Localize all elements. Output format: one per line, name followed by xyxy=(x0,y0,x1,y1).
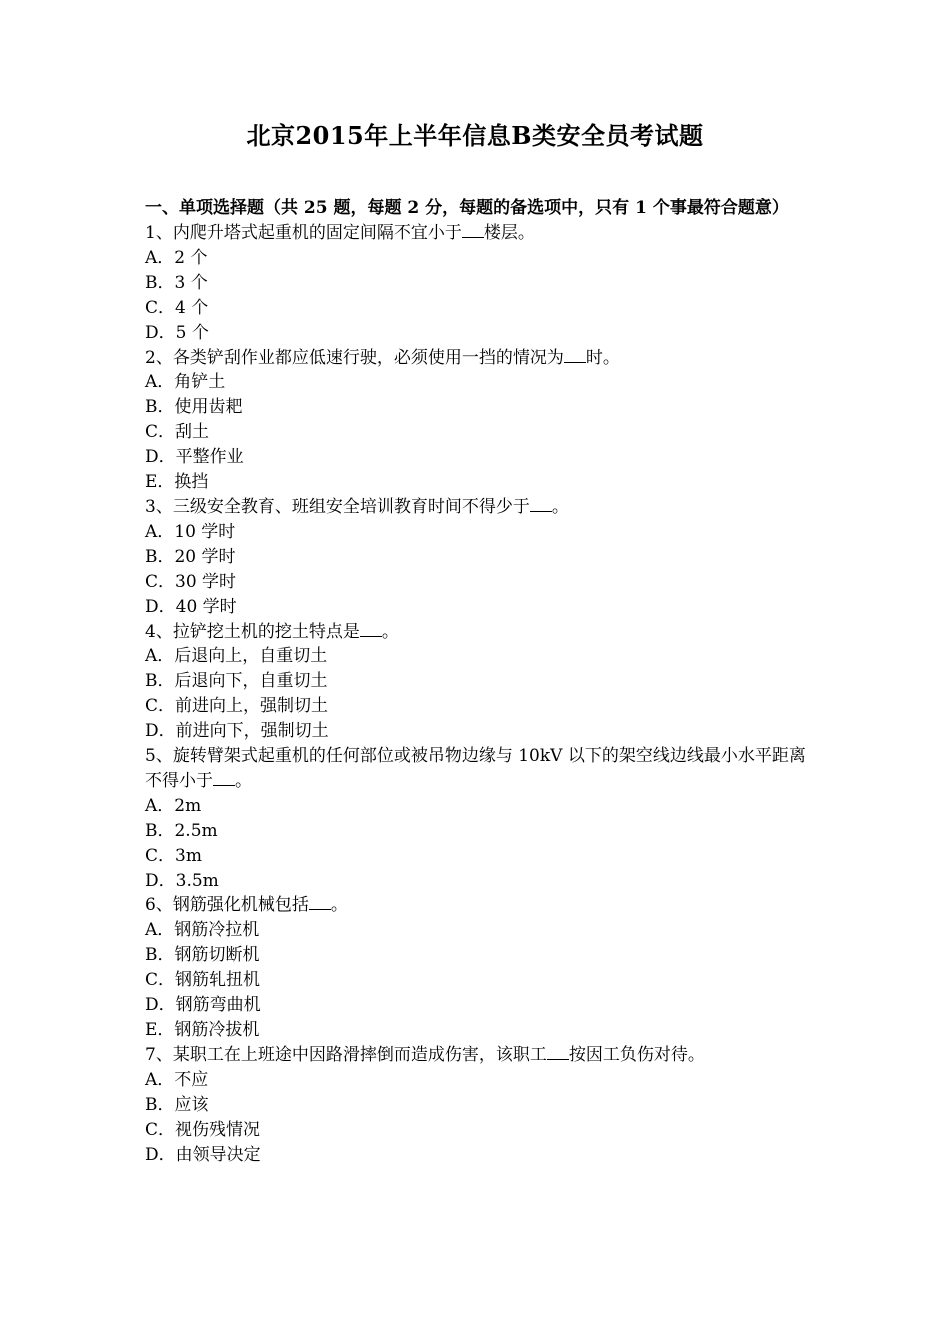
question-stem-text: 2、各类铲刮作业都应低速行驶，必须使用一挡的情况为 xyxy=(145,347,564,368)
answer-option: A．不应 xyxy=(145,1069,209,1090)
answer-option: B．3 个 xyxy=(145,272,208,293)
answer-option: C．前进向上，强制切土 xyxy=(145,696,329,717)
document-title: 北京2015年上半年信息B类安全员考试题 xyxy=(246,121,704,150)
answer-option: B．20 学时 xyxy=(145,546,236,567)
question-stem-text: 按因工负伤对待。 xyxy=(568,1044,705,1065)
question-stem-text: 6、钢筋强化机械包括 xyxy=(145,895,309,916)
question-stem-text: 时。 xyxy=(585,347,620,368)
question-item xyxy=(145,346,810,495)
question-stem-text: 。 xyxy=(551,496,569,517)
question-stem-text: 7、某职工在上班途中因路滑摔倒而造成伤害，该职工 xyxy=(145,1044,547,1065)
question-stem xyxy=(145,495,810,520)
answer-option: A．2m xyxy=(145,795,202,816)
answer-blank xyxy=(530,497,552,512)
answer-option: C．视伤残情况 xyxy=(145,1119,261,1140)
answer-option: A．角铲土 xyxy=(145,372,226,393)
answer-option: D．3.5m xyxy=(145,870,219,891)
answer-option: E．钢筋冷拔机 xyxy=(145,1020,260,1040)
question-stem xyxy=(145,893,810,918)
question-item xyxy=(145,893,810,1042)
question-stem xyxy=(145,620,810,645)
answer-option: A．钢筋冷拉机 xyxy=(145,920,260,941)
answer-blank xyxy=(360,622,382,637)
answer-option: C．钢筋轧扭机 xyxy=(145,970,261,991)
question-item xyxy=(145,620,810,745)
question-item xyxy=(145,495,810,620)
answer-blank xyxy=(213,771,235,786)
answer-option: C．4 个 xyxy=(145,297,209,318)
answer-option: A．后退向上，自重切土 xyxy=(145,646,328,667)
question-stem xyxy=(145,221,810,246)
question-stem-text: 1、内爬升塔式起重机的固定间隔不宜小于 xyxy=(145,223,462,243)
answer-option: C．3m xyxy=(145,845,202,866)
answer-option: B．应该 xyxy=(145,1094,209,1115)
question-item xyxy=(145,744,810,893)
answer-blank xyxy=(309,895,331,910)
answer-blank xyxy=(564,348,586,363)
question-stem-text: 5、旋转臂架式起重机的任何部位或被吊物边缘与 10kV 以下的架空线边线最小水平距离不得小于 xyxy=(145,746,806,791)
answer-blank xyxy=(547,1045,569,1060)
question-stem-text: 。 xyxy=(330,895,348,916)
answer-option: B．钢筋切断机 xyxy=(145,945,260,966)
question-stem-text: 楼层。 xyxy=(483,223,535,243)
questions-container xyxy=(145,221,810,1167)
question-stem-text: 。 xyxy=(381,621,399,642)
answer-option: D．钢筋弯曲机 xyxy=(145,995,261,1016)
question-item xyxy=(145,221,810,346)
question-stem xyxy=(145,1043,810,1068)
answer-option: A．10 学时 xyxy=(145,521,236,542)
section-heading: 一、单项选择题（共 25 题，每题 2 分，每题的备选项中，只有 1 个事最符合题意） xyxy=(145,198,789,218)
answer-option: D．由领导决定 xyxy=(145,1144,261,1165)
answer-option: C．刮土 xyxy=(145,422,210,443)
answer-option: B．后退向下，自重切土 xyxy=(145,671,328,692)
answer-option: B．2.5m xyxy=(145,820,218,841)
answer-option: D．5 个 xyxy=(145,322,209,343)
question-list xyxy=(145,196,810,1167)
question-stem xyxy=(145,744,810,794)
question-stem-text: 4、拉铲挖土机的挖土特点是 xyxy=(145,621,360,642)
question-item xyxy=(145,1043,810,1168)
answer-option: D．前进向下，强制切土 xyxy=(145,721,329,742)
answer-option: E．换挡 xyxy=(145,472,209,493)
question-stem xyxy=(145,346,810,371)
answer-option: D．平整作业 xyxy=(145,447,244,468)
answer-blank xyxy=(462,223,484,238)
answer-option: D．40 学时 xyxy=(145,596,237,617)
question-stem-text: 。 xyxy=(235,770,252,791)
answer-option: A．2 个 xyxy=(145,247,208,268)
answer-option: B．使用齿耙 xyxy=(145,397,243,418)
question-stem-text: 3、三级安全教育、班组安全培训教育时间不得少于 xyxy=(145,496,530,517)
answer-option: C．30 学时 xyxy=(145,571,237,592)
